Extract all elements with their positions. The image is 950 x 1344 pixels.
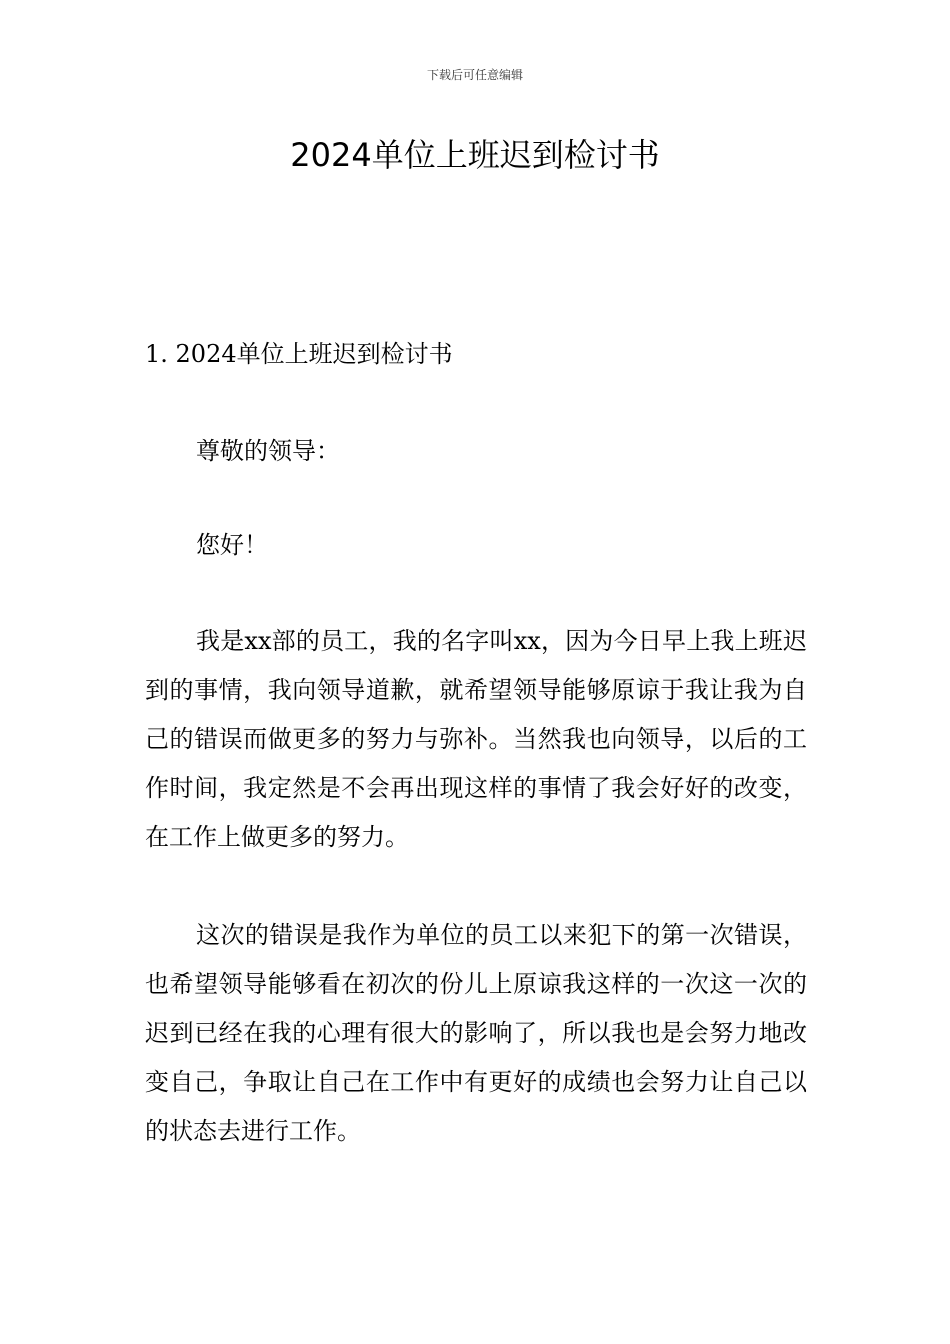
body-paragraph-1: 我是xx部的员工，我的名字叫xx，因为今日早上我上班迟到的事情，我向领导道歉，就希望领导能够原谅于我让我为自己的错误而做更多的努力与弥补。当然我也向领导，以后的工作时间，我定然是不会再出现这样的事情了我会好好的改变，在工作上做更多的努力。 xyxy=(145,627,807,851)
section-heading: 1. 2024单位上班迟到检讨书 xyxy=(145,340,453,368)
document-title: 2024单位上班迟到检讨书 xyxy=(290,136,660,174)
document-body xyxy=(145,330,807,1156)
greeting: 您好！ xyxy=(196,531,268,559)
header-note: 下载后可任意编辑 xyxy=(426,68,523,82)
salutation: 尊敬的领导： xyxy=(196,437,340,465)
body-paragraph-2: 这次的错误是我作为单位的员工以来犯下的第一次错误，也希望领导能够看在初次的份儿上原谅我这样的一次这一次的迟到已经在我的心理有很大的影响了，所以我也是会努力地改变自己，争取让自己在工作中有更好的成绩也会努力让自己以的状态去进行工作。 xyxy=(145,921,807,1145)
